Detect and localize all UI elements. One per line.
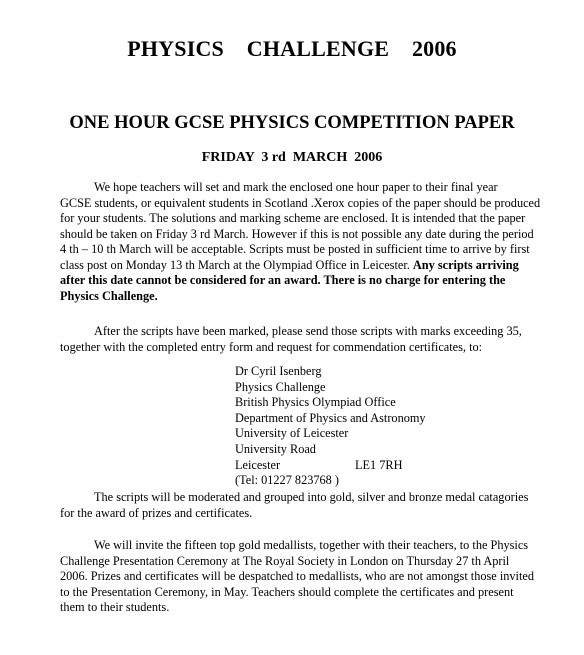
- address-university: University of Leicester: [235, 426, 349, 441]
- deadline-warning: after this date cannot be considered for an award. There is no charge for entering the: [60, 273, 506, 287]
- address-postcode: LE1 7RH: [355, 457, 403, 472]
- address-office: British Physics Olympiad Office: [235, 395, 396, 410]
- intro-paragraph: [60, 180, 540, 304]
- address-department: Department of Physics and Astronomy: [235, 410, 426, 425]
- paragraph-line: 4 th – 10 th March will be acceptable. Scripts must be posted in sufficient time to arrive by first: [60, 242, 530, 256]
- address-city-line: [235, 458, 426, 474]
- paragraph-line: should be taken on Friday 3 rd March. However if this is not possible any date during the period: [60, 226, 534, 241]
- address-org: Physics Challenge: [235, 379, 326, 394]
- submission-paragraph: [60, 324, 540, 355]
- paragraph-text: class post on Monday 13 th March at the Olympiad Office in Leicester.: [60, 257, 410, 272]
- paragraph-line: for your students. The solutions and marking scheme are enclosed. It is intended that the paper: [60, 211, 526, 225]
- paragraph-line: 2006. Prizes and certificates will be despatched to medallists, who are not amongst those invited: [60, 569, 534, 583]
- address-road: University Road: [235, 441, 316, 456]
- paragraph-line: GCSE students, or equivalent students in Scotland .Xerox copies of the paper should be produced: [60, 195, 541, 210]
- paragraph-line: The scripts will be moderated and grouped into gold, silver and bronze medal catagories: [94, 490, 529, 504]
- address-name: Dr Cyril Isenberg: [235, 364, 322, 378]
- paragraph-line: to the Presentation Ceremony, in May. Teachers should complete the certificates and present: [60, 584, 514, 599]
- paper-subtitle: ONE HOUR GCSE PHYSICS COMPETITION PAPER: [69, 113, 515, 133]
- paragraph-line: Challenge Presentation Ceremony at The Royal Society in London on Thursday 27 th April: [60, 553, 510, 568]
- paragraph-line: We will invite the fifteen top gold medallists, together with their teachers, to the Physics: [94, 538, 529, 552]
- ceremony-paragraph: [60, 538, 540, 616]
- address-city: Leicester: [235, 457, 281, 472]
- deadline-warning: Any scripts arriving: [412, 257, 519, 272]
- paragraph-line: together with the completed entry form and request for commendation certificates, to:: [60, 339, 483, 354]
- paragraph-line-mixed: [60, 258, 540, 274]
- paragraph-line: them to their students.: [60, 600, 170, 614]
- paragraph-line: We hope teachers will set and mark the enclosed one hour paper to their final year: [94, 180, 498, 194]
- paragraph-line: After the scripts have been marked, please send those scripts with marks exceeding 35,: [94, 324, 522, 338]
- deadline-warning: Physics Challenge.: [60, 288, 158, 303]
- page-title: PHYSICS CHALLENGE 2006: [127, 36, 457, 61]
- paper-date: FRIDAY 3 rd MARCH 2006: [201, 150, 383, 165]
- address-telephone: (Tel: 01227 823768 ): [235, 473, 339, 488]
- paragraph-line: for the award of prizes and certificates.: [60, 505, 253, 520]
- postal-address: [235, 364, 426, 489]
- moderation-paragraph: [60, 490, 540, 521]
